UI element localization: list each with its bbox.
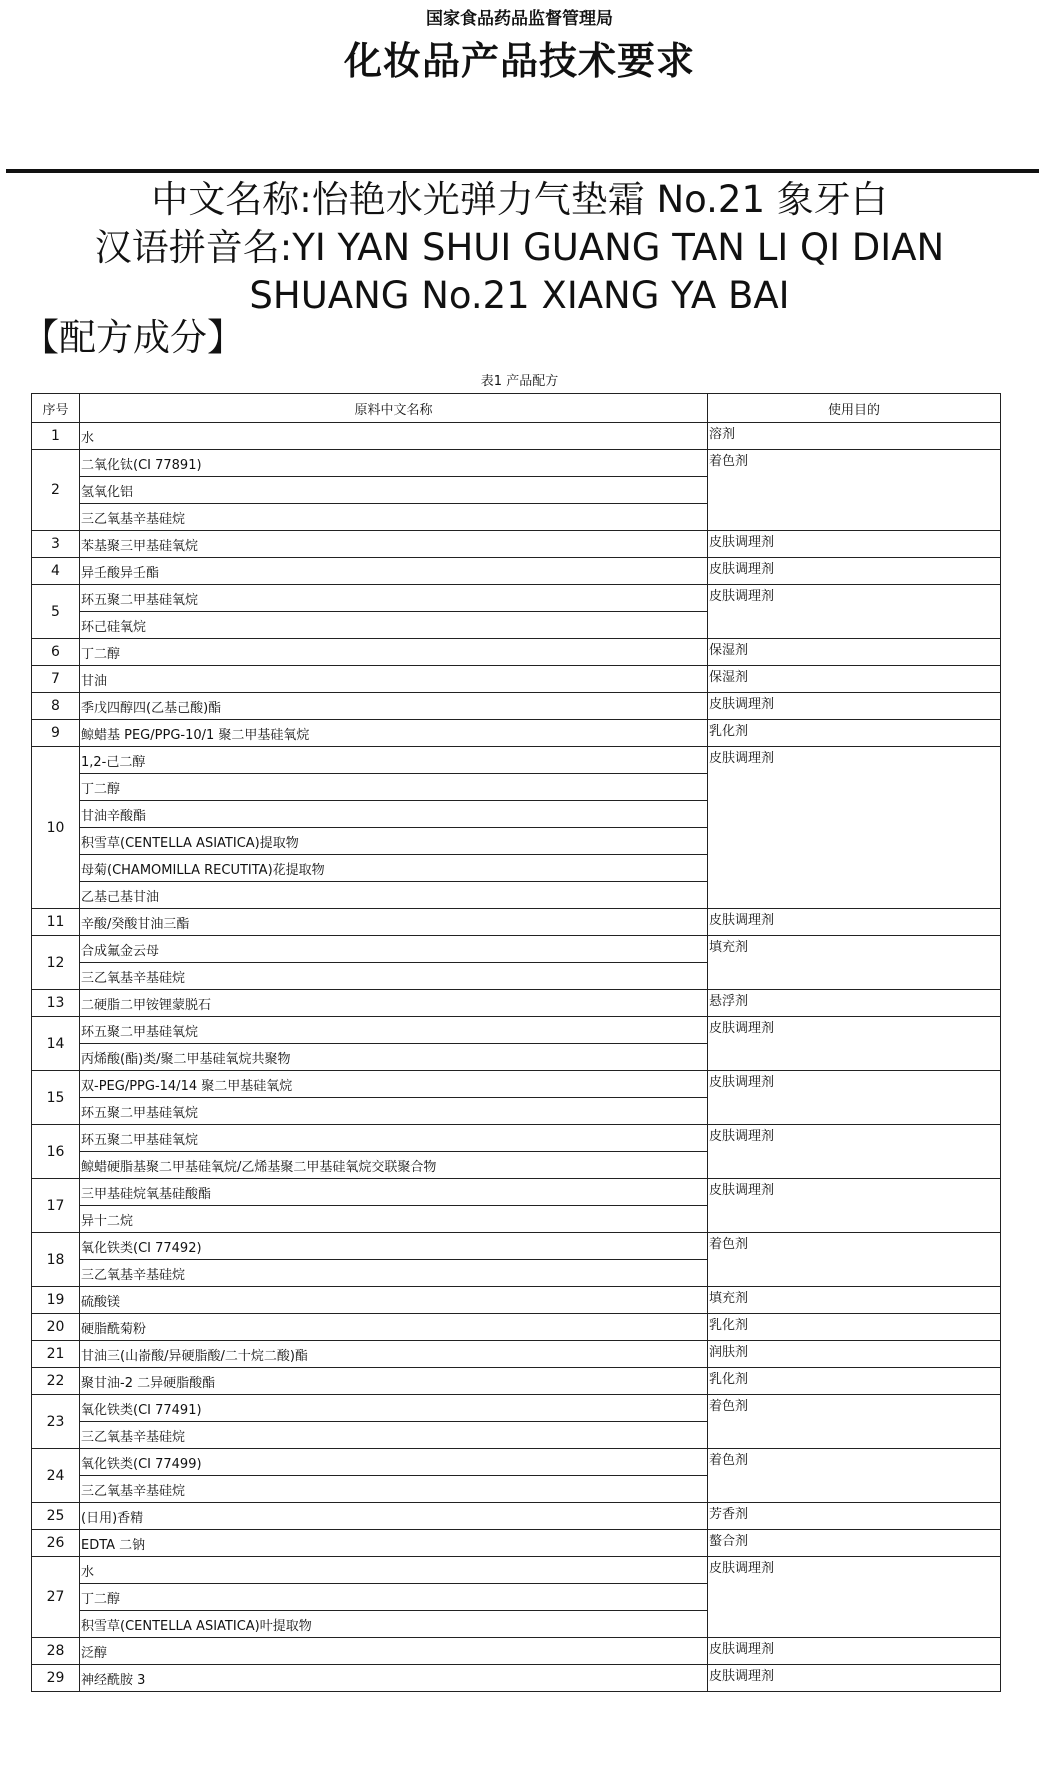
- ingredient-name: 甘油: [80, 666, 708, 693]
- usage-purpose: 润肤剂: [708, 1341, 1001, 1368]
- ingredient-name: 积雪草(CENTELLA ASIATICA)叶提取物: [80, 1611, 708, 1638]
- row-number: 4: [32, 558, 80, 585]
- ingredient-name: 乙基己基甘油: [80, 882, 708, 909]
- ingredient-name: 丁二醇: [80, 639, 708, 666]
- table-row: [32, 720, 1001, 747]
- ingredient-name: 氢氧化铝: [80, 477, 708, 504]
- usage-purpose: 螯合剂: [708, 1530, 1001, 1557]
- row-number: 12: [32, 936, 80, 990]
- row-number: 19: [32, 1287, 80, 1314]
- table-row: [32, 1314, 1001, 1341]
- row-number: 26: [32, 1530, 80, 1557]
- header-purpose: 使用目的: [708, 394, 1001, 423]
- row-number: 2: [32, 450, 80, 531]
- ingredient-name: 1,2-己二醇: [80, 747, 708, 774]
- row-number: 18: [32, 1233, 80, 1287]
- table-row: [32, 666, 1001, 693]
- usage-purpose: 填充剂: [708, 936, 1001, 990]
- table-row: [32, 1071, 1001, 1098]
- ingredient-name: 季戊四醇四(乙基己酸)酯: [80, 693, 708, 720]
- usage-purpose: 着色剂: [708, 1395, 1001, 1449]
- table-caption: 表1 产品配方: [480, 374, 559, 389]
- usage-purpose: 乳化剂: [708, 1314, 1001, 1341]
- usage-purpose: 溶剂: [708, 423, 1001, 450]
- ingredient-name: 环五聚二甲基硅氧烷: [80, 1017, 708, 1044]
- usage-purpose: 保湿剂: [708, 639, 1001, 666]
- ingredient-name: 环五聚二甲基硅氧烷: [80, 1125, 708, 1152]
- usage-purpose: 皮肤调理剂: [708, 558, 1001, 585]
- ingredient-name: 鲸蜡基 PEG/PPG-10/1 聚二甲基硅氧烷: [80, 720, 708, 747]
- ingredient-name: 辛酸/癸酸甘油三酯: [80, 909, 708, 936]
- table-row: [32, 747, 1001, 774]
- ingredient-name: 二硬脂二甲铵锂蒙脱石: [80, 990, 708, 1017]
- usage-purpose: 皮肤调理剂: [708, 1017, 1001, 1071]
- row-number: 20: [32, 1314, 80, 1341]
- row-number: 25: [32, 1503, 80, 1530]
- usage-purpose: 皮肤调理剂: [708, 1125, 1001, 1179]
- row-number: 1: [32, 423, 80, 450]
- row-number: 14: [32, 1017, 80, 1071]
- row-number: 8: [32, 693, 80, 720]
- product-pinyin-line-2: SHUANG No.21 XIANG YA BAI: [249, 274, 790, 317]
- table-row: [32, 1395, 1001, 1422]
- ingredient-name: 氧化铁类(CI 77492): [80, 1233, 708, 1260]
- ingredient-name: 硬脂酰菊粉: [80, 1314, 708, 1341]
- ingredient-name: 丁二醇: [80, 1584, 708, 1611]
- ingredient-name: 丙烯酸(酯)类/聚二甲基硅氧烷共聚物: [80, 1044, 708, 1071]
- ingredient-name: 甘油辛酸酯: [80, 801, 708, 828]
- row-number: 22: [32, 1368, 80, 1395]
- usage-purpose: 乳化剂: [708, 720, 1001, 747]
- ingredient-name: 三乙氧基辛基硅烷: [80, 1260, 708, 1287]
- ingredient-name: 神经酰胺 3: [80, 1665, 708, 1692]
- product-pinyin-line-1: 汉语拼音名:YI YAN SHUI GUANG TAN LI QI DIAN: [94, 226, 945, 269]
- usage-purpose: 着色剂: [708, 1233, 1001, 1287]
- product-cn-name: 中文名称:怡艳水光弹力气垫霜 No.21 象牙白: [151, 178, 888, 221]
- table-row: [32, 1125, 1001, 1152]
- row-number: 5: [32, 585, 80, 639]
- ingredient-name: 三乙氧基辛基硅烷: [80, 504, 708, 531]
- table-row: [32, 990, 1001, 1017]
- usage-purpose: 着色剂: [708, 1449, 1001, 1503]
- usage-purpose: 芳香剂: [708, 1503, 1001, 1530]
- ingredient-name: EDTA 二钠: [80, 1530, 708, 1557]
- table-row: [32, 1665, 1001, 1692]
- header-divider: [6, 169, 1039, 173]
- table-row: [32, 1341, 1001, 1368]
- agency-name: 国家食品药品监督管理局: [426, 9, 613, 29]
- table-row: [32, 450, 1001, 477]
- ingredient-name: 三乙氧基辛基硅烷: [80, 963, 708, 990]
- row-number: 9: [32, 720, 80, 747]
- ingredient-name: 三甲基硅烷氧基硅酸酯: [80, 1179, 708, 1206]
- ingredient-name: 三乙氧基辛基硅烷: [80, 1476, 708, 1503]
- usage-purpose: 着色剂: [708, 450, 1001, 531]
- usage-purpose: 皮肤调理剂: [708, 1071, 1001, 1125]
- section-title: 【配方成分】: [22, 316, 244, 359]
- row-number: 6: [32, 639, 80, 666]
- usage-purpose: 皮肤调理剂: [708, 1557, 1001, 1638]
- row-number: 10: [32, 747, 80, 909]
- table-row: [32, 1179, 1001, 1206]
- table-row: [32, 1233, 1001, 1260]
- table-body: [32, 423, 1001, 1692]
- row-number: 24: [32, 1449, 80, 1503]
- usage-purpose: 皮肤调理剂: [708, 909, 1001, 936]
- ingredient-name: 苯基聚三甲基硅氧烷: [80, 531, 708, 558]
- ingredient-name: 鲸蜡硬脂基聚二甲基硅氧烷/乙烯基聚二甲基硅氧烷交联聚合物: [80, 1152, 708, 1179]
- row-number: 13: [32, 990, 80, 1017]
- table-row: [32, 531, 1001, 558]
- usage-purpose: 乳化剂: [708, 1368, 1001, 1395]
- ingredient-name: 积雪草(CENTELLA ASIATICA)提取物: [80, 828, 708, 855]
- table-row: [32, 1530, 1001, 1557]
- table-row: [32, 585, 1001, 612]
- ingredient-name: 硫酸镁: [80, 1287, 708, 1314]
- table-row: [32, 1449, 1001, 1476]
- usage-purpose: 皮肤调理剂: [708, 1179, 1001, 1233]
- ingredient-name: 环五聚二甲基硅氧烷: [80, 585, 708, 612]
- row-number: 15: [32, 1071, 80, 1125]
- table-row: [32, 639, 1001, 666]
- ingredient-name: 二氧化钛(CI 77891): [80, 450, 708, 477]
- ingredient-name: 甘油三(山嵛酸/异硬脂酸/二十烷二酸)酯: [80, 1341, 708, 1368]
- row-number: 23: [32, 1395, 80, 1449]
- table-row: [32, 1368, 1001, 1395]
- ingredient-name: 氧化铁类(CI 77491): [80, 1395, 708, 1422]
- table-row: [32, 909, 1001, 936]
- ingredient-name: 环五聚二甲基硅氧烷: [80, 1098, 708, 1125]
- ingredient-name: 环己硅氧烷: [80, 612, 708, 639]
- table-row: [32, 1503, 1001, 1530]
- table-row: [32, 693, 1001, 720]
- ingredient-name: 三乙氧基辛基硅烷: [80, 1422, 708, 1449]
- table-header-row: [32, 394, 1001, 423]
- table-row: [32, 1638, 1001, 1665]
- row-number: 3: [32, 531, 80, 558]
- usage-purpose: 皮肤调理剂: [708, 1638, 1001, 1665]
- ingredient-name: 水: [80, 1557, 708, 1584]
- row-number: 21: [32, 1341, 80, 1368]
- row-number: 29: [32, 1665, 80, 1692]
- table-row: [32, 423, 1001, 450]
- ingredient-name: 聚甘油-2 二异硬脂酸酯: [80, 1368, 708, 1395]
- ingredient-name: 异壬酸异壬酯: [80, 558, 708, 585]
- header-ingredient: 原料中文名称: [80, 394, 708, 423]
- usage-purpose: 悬浮剂: [708, 990, 1001, 1017]
- table-row: [32, 936, 1001, 963]
- row-number: 7: [32, 666, 80, 693]
- header-number: 序号: [32, 394, 80, 423]
- row-number: 11: [32, 909, 80, 936]
- table-row: [32, 1287, 1001, 1314]
- row-number: 17: [32, 1179, 80, 1233]
- product-name-block: [0, 176, 1039, 320]
- table-row: [32, 558, 1001, 585]
- ingredient-name: 氧化铁类(CI 77499): [80, 1449, 708, 1476]
- usage-purpose: 皮肤调理剂: [708, 585, 1001, 639]
- ingredient-name: (日用)香精: [80, 1503, 708, 1530]
- ingredient-name: 异十二烷: [80, 1206, 708, 1233]
- table-row: [32, 1557, 1001, 1584]
- table-row: [32, 1017, 1001, 1044]
- ingredient-name: 泛醇: [80, 1638, 708, 1665]
- usage-purpose: 填充剂: [708, 1287, 1001, 1314]
- ingredient-name: 水: [80, 423, 708, 450]
- ingredient-name: 母菊(CHAMOMILLA RECUTITA)花提取物: [80, 855, 708, 882]
- ingredient-name: 合成氟金云母: [80, 936, 708, 963]
- usage-purpose: 皮肤调理剂: [708, 531, 1001, 558]
- usage-purpose: 皮肤调理剂: [708, 747, 1001, 909]
- row-number: 28: [32, 1638, 80, 1665]
- ingredient-name: 双-PEG/PPG-14/14 聚二甲基硅氧烷: [80, 1071, 708, 1098]
- usage-purpose: 皮肤调理剂: [708, 693, 1001, 720]
- row-number: 27: [32, 1557, 80, 1638]
- usage-purpose: 皮肤调理剂: [708, 1665, 1001, 1692]
- formula-table: [31, 393, 1001, 1692]
- row-number: 16: [32, 1125, 80, 1179]
- document-title: 化妆品产品技术要求: [343, 39, 695, 83]
- usage-purpose: 保湿剂: [708, 666, 1001, 693]
- ingredient-name: 丁二醇: [80, 774, 708, 801]
